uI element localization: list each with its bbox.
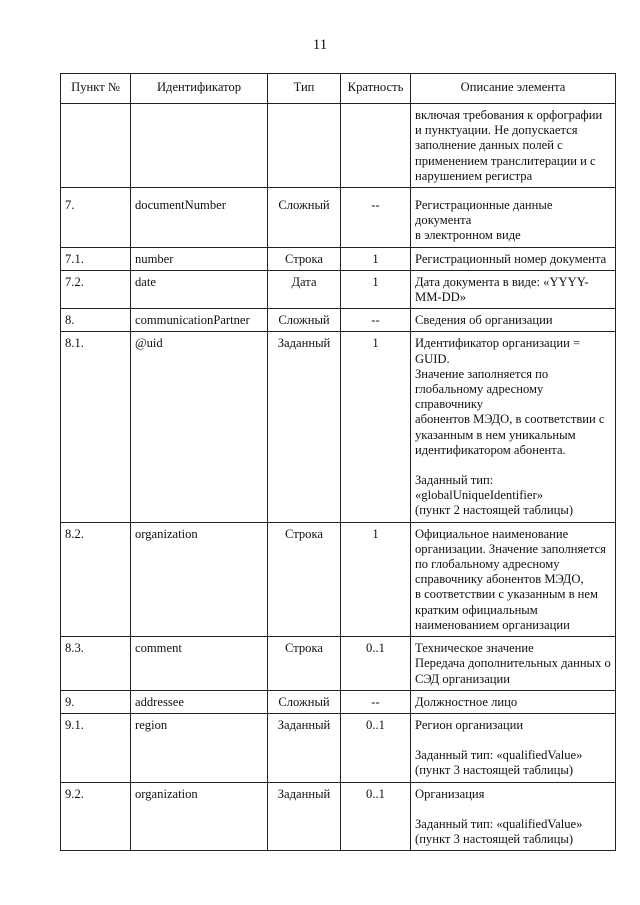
table-row [61, 690, 616, 713]
header-identifier: Идентификатор [131, 74, 268, 104]
description-cell [411, 713, 616, 782]
description-line: в соответствии с указанным в нем [415, 587, 598, 602]
identifier-cell: communicationPartner [131, 309, 268, 332]
type-cell: Сложный [268, 690, 341, 713]
identifier-cell: region [131, 713, 268, 782]
table-row [61, 637, 616, 691]
item-number-cell: 9.1. [61, 713, 131, 782]
type-cell: Заданный [268, 332, 341, 522]
type-cell [268, 104, 341, 188]
header-item-number: Пункт № [61, 74, 131, 104]
description-line: Идентификатор организации = [415, 336, 581, 351]
multiplicity-cell: 0..1 [341, 637, 411, 691]
description-line: MM-DD» [415, 290, 467, 305]
description-cell [411, 690, 616, 713]
type-cell: Строка [268, 522, 341, 636]
type-cell: Строка [268, 637, 341, 691]
description-line: Регистрационный номер документа [415, 251, 607, 266]
description-cell [411, 270, 616, 308]
identifier-cell: number [131, 247, 268, 270]
table-row [61, 522, 616, 636]
description-cell [411, 104, 616, 188]
description-line: по глобальному адресному [415, 557, 560, 572]
description-line: кратким официальным [415, 602, 538, 617]
identifier-cell: comment [131, 637, 268, 691]
item-number-cell: 7.2. [61, 270, 131, 308]
table-row [61, 270, 616, 308]
description-line: (пункт 3 настоящей таблицы) [415, 831, 574, 846]
item-number-cell: 7. [61, 188, 131, 248]
type-cell: Заданный [268, 782, 341, 851]
description-spacer [415, 733, 611, 748]
description-line: Заданный тип: «qualifiedValue» [415, 816, 583, 831]
identifier-cell: organization [131, 782, 268, 851]
description-line: наименованием организации [415, 617, 570, 632]
description-line: включая требования к орфографии [415, 108, 603, 122]
description-line: применением транслитерации и с [415, 153, 596, 168]
table-row [61, 332, 616, 522]
multiplicity-cell: 1 [341, 270, 411, 308]
multiplicity-cell: -- [341, 690, 411, 713]
table-row [61, 247, 616, 270]
description-line: Заданный тип: [415, 473, 494, 488]
description-spacer [415, 802, 611, 817]
description-line: в электронном виде [415, 228, 521, 243]
description-line: Сведения об организации [415, 313, 553, 328]
description-cell [411, 188, 616, 248]
description-line: Официальное наименование [415, 526, 569, 541]
description-cell [411, 309, 616, 332]
description-line: GUID. [415, 351, 450, 366]
identifier-cell: organization [131, 522, 268, 636]
description-line: нарушением регистра [415, 168, 533, 183]
identifier-cell: addressee [131, 690, 268, 713]
item-number-cell: 9.2. [61, 782, 131, 851]
table-row [61, 782, 616, 851]
description-cell [411, 332, 616, 522]
description-line: абонентов МЭДО, в соответствии с [415, 412, 605, 427]
item-number-cell: 8.1. [61, 332, 131, 522]
element-spec-table [60, 73, 616, 851]
description-line: «globalUniqueIdentifier» [415, 488, 543, 503]
description-line: глобальному адресному справочнику [415, 382, 544, 412]
description-line: Регион организации [415, 717, 524, 732]
description-line: организации. Значение заполняется [415, 541, 606, 556]
description-line: Заданный тип: «qualifiedValue» [415, 748, 583, 763]
table-row [61, 309, 616, 332]
type-cell: Заданный [268, 713, 341, 782]
description-line: Техническое значение [415, 641, 534, 656]
page-number: 11 [312, 37, 328, 53]
item-number-cell: 8.3. [61, 637, 131, 691]
table-row [61, 104, 616, 188]
description-line: справочнику абонентов МЭДО, [415, 572, 584, 587]
description-line: заполнение данных полей с [415, 138, 563, 153]
header-type: Тип [268, 74, 341, 104]
description-line: (пункт 3 настоящей таблицы) [415, 763, 574, 778]
type-cell: Сложный [268, 188, 341, 248]
item-number-cell: 8.2. [61, 522, 131, 636]
description-spacer [415, 458, 611, 473]
description-line: СЭД организации [415, 671, 511, 686]
identifier-cell [131, 104, 268, 188]
description-line: идентификатором абонента. [415, 442, 566, 457]
description-line: указанным в нем уникальным [415, 427, 576, 442]
type-cell: Строка [268, 247, 341, 270]
description-cell [411, 247, 616, 270]
table-row [61, 713, 616, 782]
type-cell: Сложный [268, 309, 341, 332]
multiplicity-cell: 1 [341, 522, 411, 636]
description-cell [411, 637, 616, 691]
description-line: (пункт 2 настоящей таблицы) [415, 503, 574, 518]
description-line: Регистрационные данные документа [415, 198, 553, 228]
item-number-cell [61, 104, 131, 188]
item-number-cell: 7.1. [61, 247, 131, 270]
type-cell: Дата [268, 270, 341, 308]
item-number-cell: 9. [61, 690, 131, 713]
multiplicity-cell: 1 [341, 247, 411, 270]
description-line: и пунктуации. Не допускается [415, 123, 578, 138]
multiplicity-cell [341, 104, 411, 188]
table-body [61, 104, 616, 851]
identifier-cell: documentNumber [131, 188, 268, 248]
description-cell [411, 522, 616, 636]
identifier-cell: @uid [131, 332, 268, 522]
header-multiplicity: Кратность [341, 74, 411, 104]
identifier-cell: date [131, 270, 268, 308]
description-line: Организация [415, 786, 485, 801]
table-row [61, 188, 616, 248]
item-number-cell: 8. [61, 309, 131, 332]
multiplicity-cell: 0..1 [341, 782, 411, 851]
multiplicity-cell: -- [341, 188, 411, 248]
multiplicity-cell: -- [341, 309, 411, 332]
description-line: Передача дополнительных данных о [415, 656, 611, 671]
description-line: Значение заполняется по [415, 366, 549, 381]
multiplicity-cell: 1 [341, 332, 411, 522]
description-line: Дата документа в виде: «YYYY- [415, 274, 589, 289]
table-header-row [61, 74, 616, 104]
multiplicity-cell: 0..1 [341, 713, 411, 782]
description-cell [411, 782, 616, 851]
header-description: Описание элемента [411, 74, 616, 104]
description-line: Должностное лицо [415, 694, 518, 709]
